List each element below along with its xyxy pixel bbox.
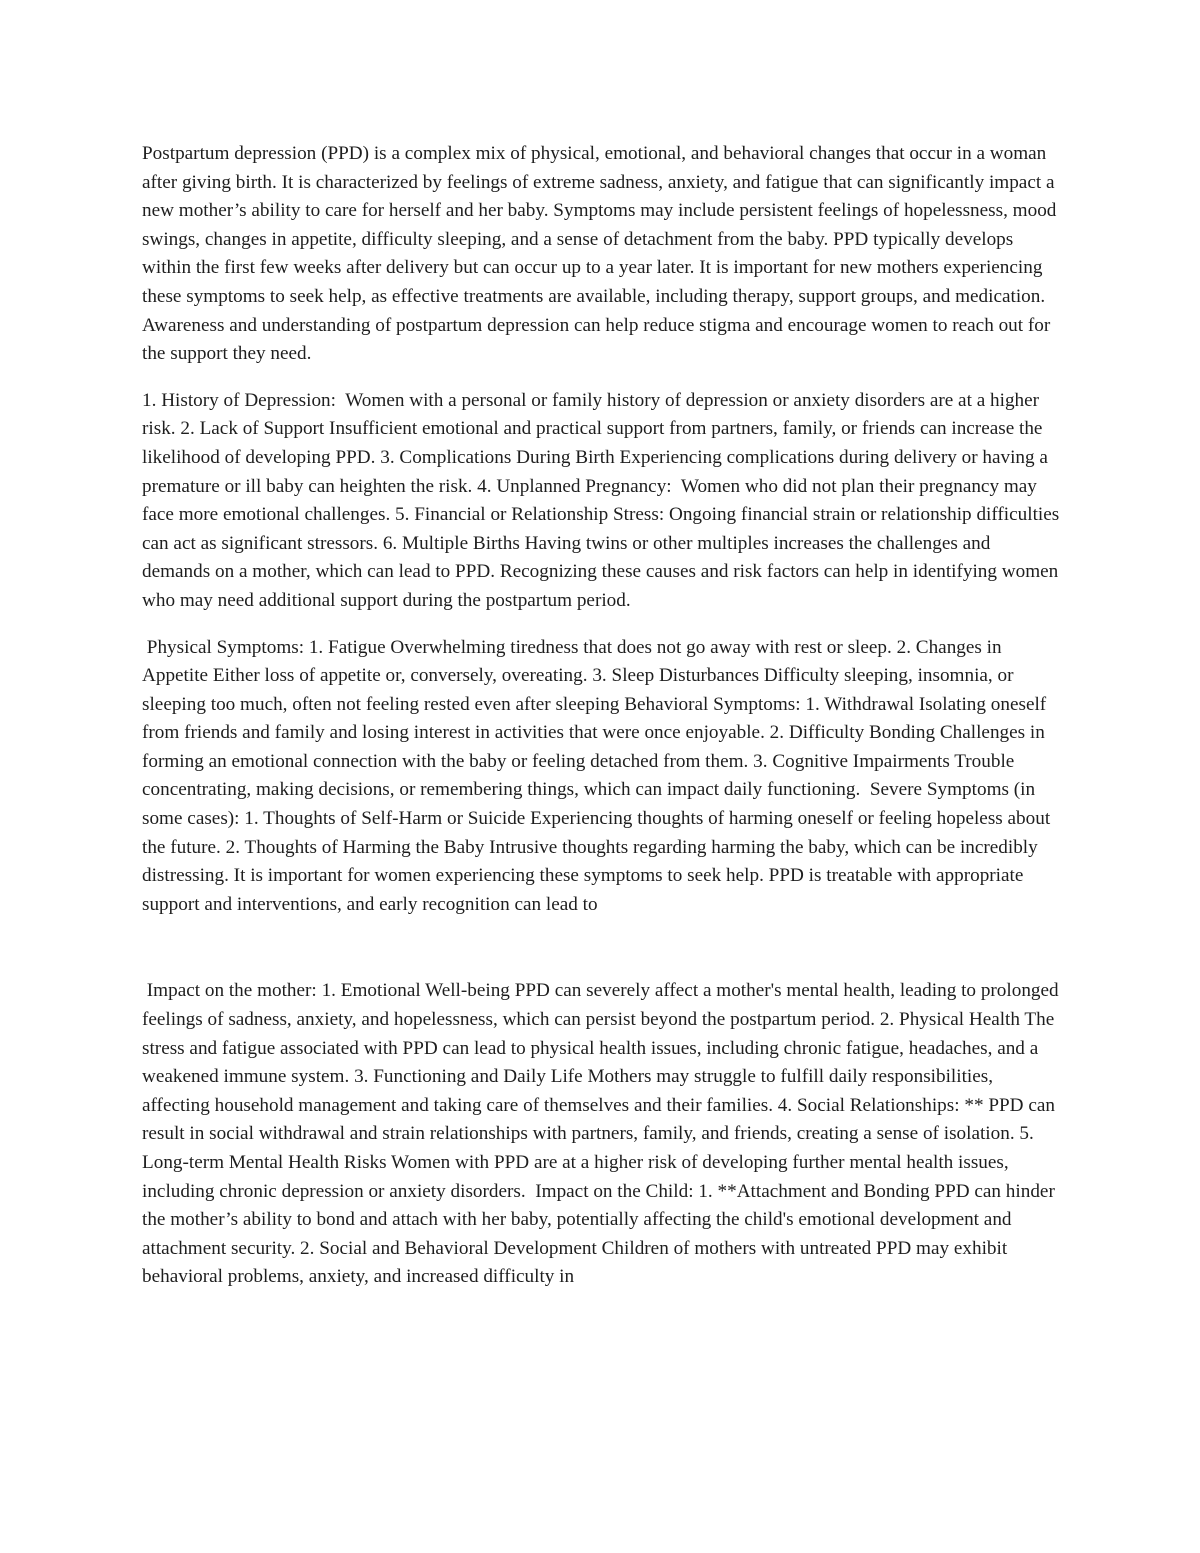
paragraph-symptoms: Physical Symptoms: 1. Fatigue Overwhelming tiredness that does not go away with rest or sleep. 2. Changes in Appetite Either loss of appetite or, conversely, overeating. 3. Sleep Disturbances Difficulty sleeping, insomnia, or sleeping too much, often not feeling rested even after sleeping Behavioral Symptoms: 1. Withdrawal Isolating oneself from friends and family and losing interest in activities that were once enjoyable. 2. Difficulty Bonding Challenges in forming an emotional connection with the baby or feeling detached from them. 3. Cognitive Impairments Trouble concentrating, making decisions, or remembering things, which can impact daily functioning. Severe Symptoms (in some cases): 1. Thoughts of Self-Harm or Suicide Experiencing thoughts of harming oneself or feeling hopeless about the future. 2. Thoughts of Harming the Baby Intrusive thoughts regarding harming the baby, which can be incredibly distressing. It is important for women experiencing these symptoms to seek help. PPD is treatable with appropriate support and interventions, and early recognition can lead to <box>142 636 1055 915</box>
paragraph-risk-factors: 1. History of Depression: Women with a personal or family history of depression or anxiety disorders are at a higher risk. 2. Lack of Support Insufficient emotional and practical support from partners, family, or friends can increase the likelihood of developing PPD. 3. Complications During Birth Experiencing complications during delivery or having a premature or ill baby can heighten the risk. 4. Unplanned Pregnancy: Women who did not plan their pregnancy may face more emotional challenges. 5. Financial or Relationship Stress: Ongoing financial strain or relationship difficulties can act as significant stressors. 6. Multiple Births Having twins or other multiples increases the challenges and demands on a mother, which can lead to PPD. Recognizing these causes and risk factors can help in identifying women who may need additional support during the postpartum period. <box>142 389 1065 611</box>
paragraph-ppd-definition: Postpartum depression (PPD) is a complex mix of physical, emotional, and behavioral changes that occur in a woman after giving birth. It is characterized by feelings of extreme sadness, anxiety, and fatigue that can significantly impact a new mother’s ability to care for herself and her baby. Symptoms may include persistent feelings of hopelessness, mood swings, changes in appetite, difficulty sleeping, and a sense of detachment from the baby. PPD typically develops within the first few weeks after delivery but can occur up to a year later. It is important for new mothers experiencing these symptoms to seek help, as effective treatments are available, including therapy, support groups, and medication. Awareness and understanding of postpartum depression can help reduce stigma and encourage women to reach out for the support they need. <box>142 143 1062 365</box>
document-body <box>142 140 1065 1292</box>
paragraph-impact: Impact on the mother: 1. Emotional Well-being PPD can severely affect a mother's mental health, leading to prolonged feelings of sadness, anxiety, and hopelessness, which can persist beyond the postpartum period. 2. Physical Health The stress and fatigue associated with PPD can lead to physical health issues, including chronic fatigue, headaches, and a weakened immune system. 3. Functioning and Daily Life Mothers may struggle to fulfill daily responsibilities, affecting household management and taking care of themselves and their families. 4. Social Relationships: ** PPD can result in social withdrawal and strain relationships with partners, family, and friends, creating a sense of isolation. 5. Long-term Mental Health Risks Women with PPD are at a higher risk of developing further mental health issues, including chronic depression or anxiety disorders. Impact on the Child: 1. **Attachment and Bonding PPD can hinder the mother’s ability to bond and attach with her baby, potentially affecting the child's emotional development and attachment security. 2. Social and Behavioral Development Children of mothers with untreated PPD may exhibit behavioral problems, anxiety, and increased difficulty in <box>142 980 1064 1288</box>
